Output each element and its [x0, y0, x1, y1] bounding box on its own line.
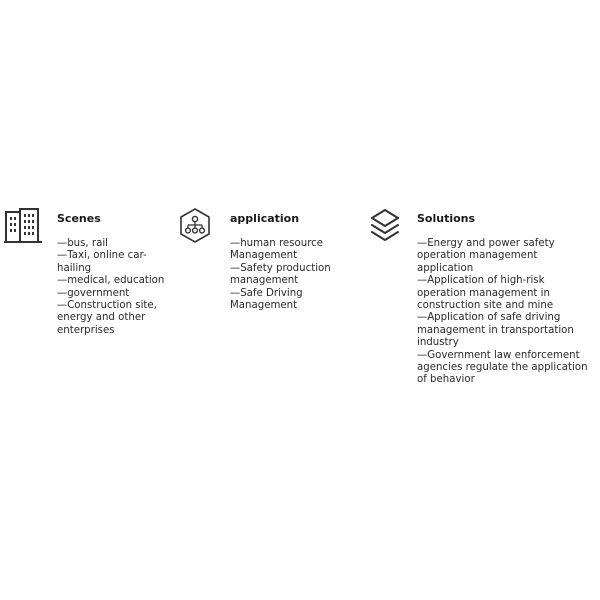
list-item: —Energy and power safety operation management application [417, 238, 555, 274]
list-item: —Application of safe driving management in transportation industry [417, 312, 574, 349]
list-item: —government [57, 287, 130, 299]
solutions-list [417, 238, 593, 387]
application-list [230, 238, 355, 312]
list-item: —Construction site, energy and other enterprises [57, 300, 157, 336]
scenes-title: Scenes [57, 212, 101, 225]
list-item: —Safety production management [230, 262, 331, 287]
building-icon [4, 208, 44, 244]
list-item: —Safe Driving Management [230, 287, 303, 312]
list-item: —Application of high-risk operation management in construction site and mine [417, 275, 554, 312]
scenes-list [57, 238, 172, 337]
list-item: —human resource Management [230, 238, 324, 262]
list-item: —Government law enforcement agencies regulate the application of behavior [417, 349, 588, 386]
layers-icon [369, 208, 409, 244]
solutions-title: Solutions [417, 212, 476, 225]
application-title: application [230, 212, 300, 225]
list-item: —medical, education [57, 275, 165, 287]
hierarchy-hexagon-icon [177, 208, 217, 244]
list-item: —bus, rail [57, 238, 108, 249]
list-item: —Taxi, online car-hailing [57, 250, 147, 274]
